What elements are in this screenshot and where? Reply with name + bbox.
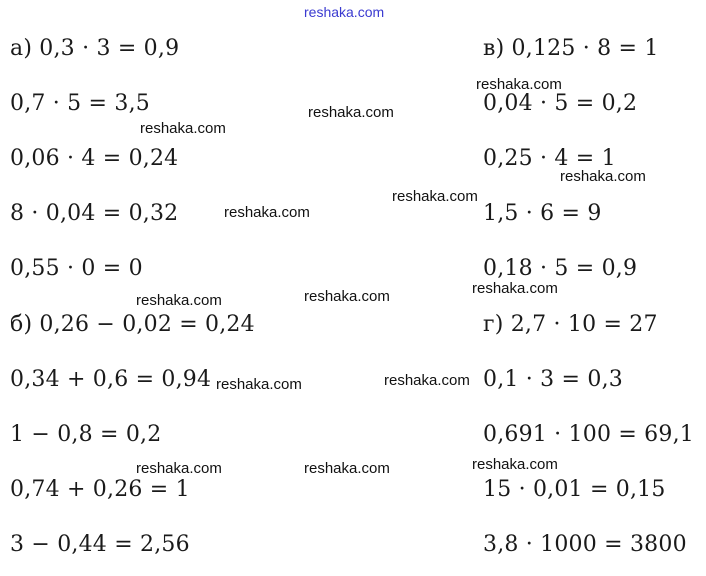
watermark: reshaka.com (136, 292, 222, 309)
watermark: reshaka.com (308, 104, 394, 121)
equation-b-4: 0,74 + 0,26 = 1 (10, 477, 190, 502)
equation-b-5: 3 − 0,44 = 2,56 (10, 532, 190, 557)
equation-a-4: 8 · 0,04 = 0,32 (10, 201, 179, 226)
watermark: reshaka.com (472, 280, 558, 297)
equation-b-1: б) 0,26 − 0,02 = 0,24 (10, 312, 255, 337)
equation-v-3: 0,25 · 4 = 1 (483, 146, 616, 171)
equation-g-5: 3,8 · 1000 = 3800 (483, 532, 687, 557)
equation-v-4: 1,5 · 6 = 9 (483, 201, 602, 226)
equation-v-2: 0,04 · 5 = 0,2 (483, 91, 638, 116)
watermark: reshaka.com (384, 372, 470, 389)
watermark: reshaka.com (224, 204, 310, 221)
watermark: reshaka.com (392, 188, 478, 205)
watermark: reshaka.com (304, 288, 390, 305)
equation-v-5: 0,18 · 5 = 0,9 (483, 256, 638, 281)
equation-g-1: г) 2,7 · 10 = 27 (483, 312, 658, 337)
equation-g-4: 15 · 0,01 = 0,15 (483, 477, 666, 502)
watermark: reshaka.com (140, 120, 226, 137)
watermark: reshaka.com (136, 460, 222, 477)
equation-a-1: а) 0,3 · 3 = 0,9 (10, 36, 180, 61)
watermark: reshaka.com (472, 456, 558, 473)
equation-a-2: 0,7 · 5 = 3,5 (10, 91, 150, 116)
watermark: reshaka.com (304, 460, 390, 477)
watermark: reshaka.com (216, 376, 302, 393)
equation-b-3: 1 − 0,8 = 0,2 (10, 422, 162, 447)
equation-v-1: в) 0,125 · 8 = 1 (483, 36, 659, 61)
equation-a-3: 0,06 · 4 = 0,24 (10, 146, 179, 171)
equation-b-2: 0,34 + 0,6 = 0,94 (10, 367, 212, 392)
equation-g-2: 0,1 · 3 = 0,3 (483, 367, 623, 392)
equation-a-5: 0,55 · 0 = 0 (10, 256, 143, 281)
equation-g-3: 0,691 · 100 = 69,1 (483, 422, 694, 447)
watermark: reshaka.com (476, 76, 562, 93)
watermark-top: reshaka.com (304, 4, 385, 20)
watermark: reshaka.com (560, 168, 646, 185)
